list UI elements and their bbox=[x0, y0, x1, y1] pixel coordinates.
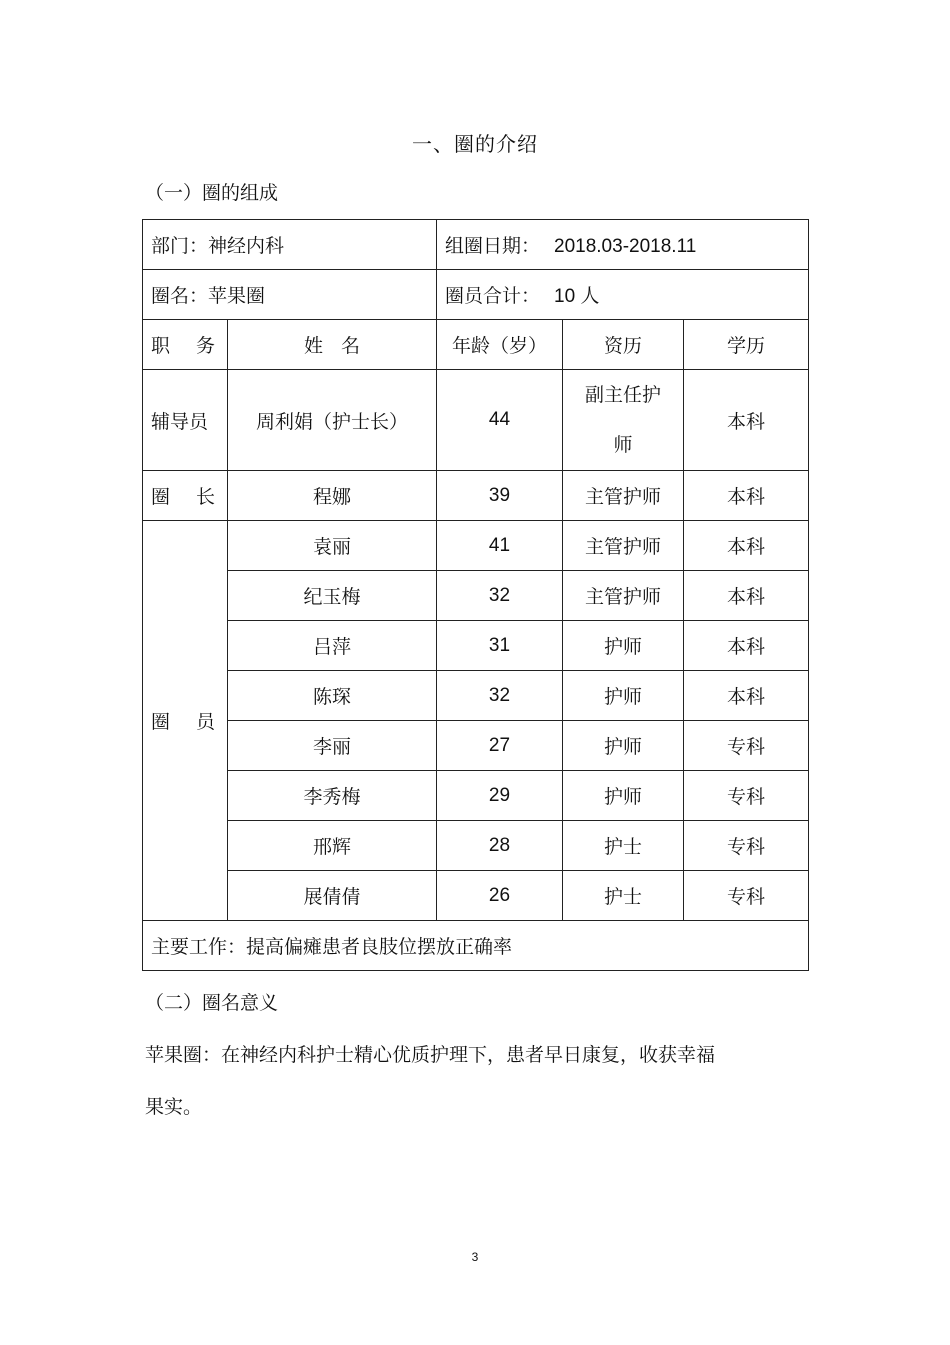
member-name: 吕萍 bbox=[228, 621, 437, 671]
member-education: 本科 bbox=[684, 521, 809, 571]
member-total-label: 圈员合计： bbox=[445, 285, 541, 307]
member-education: 本科 bbox=[684, 671, 809, 721]
leader-title: 主管护师 bbox=[563, 471, 684, 521]
member-role bbox=[143, 521, 228, 921]
member-education: 专科 bbox=[684, 821, 809, 871]
member-title: 主管护师 bbox=[563, 521, 684, 571]
date-label: 组圈日期： bbox=[445, 235, 541, 257]
member-age: 26 bbox=[437, 871, 563, 921]
member-total-cell bbox=[437, 270, 809, 320]
member-name: 展倩倩 bbox=[228, 871, 437, 921]
member-name: 陈琛 bbox=[228, 671, 437, 721]
paragraph-line-2: 果实。 bbox=[145, 1096, 203, 1118]
member-education: 专科 bbox=[684, 871, 809, 921]
department-label: 部门： bbox=[151, 235, 209, 257]
member-name: 李丽 bbox=[228, 721, 437, 771]
advisor-role: 辅导员 bbox=[143, 370, 228, 471]
member-title: 护师 bbox=[563, 671, 684, 721]
member-age: 29 bbox=[437, 771, 563, 821]
date-value: 2018.03-2018.11 bbox=[554, 236, 697, 257]
section-heading-composition: （一）圈的组成 bbox=[145, 182, 279, 204]
member-name: 纪玉梅 bbox=[228, 571, 437, 621]
table-row bbox=[143, 671, 809, 721]
advisor-title bbox=[563, 370, 684, 471]
page-number: 3 bbox=[471, 1250, 479, 1264]
member-title: 护士 bbox=[563, 871, 684, 921]
member-name: 邢辉 bbox=[228, 821, 437, 871]
main-work-cell: 主要工作：提高偏瘫患者良肢位摆放正确率 bbox=[143, 921, 809, 971]
header-role-char1: 职 bbox=[151, 335, 171, 357]
table-row bbox=[143, 571, 809, 621]
table-row bbox=[143, 871, 809, 921]
member-title: 护士 bbox=[563, 821, 684, 871]
table-header-row bbox=[143, 320, 809, 370]
department-value: 神经内科 bbox=[208, 235, 285, 257]
member-title: 护师 bbox=[563, 771, 684, 821]
page-title: 一、圈的介绍 bbox=[412, 132, 538, 156]
leader-name: 程娜 bbox=[228, 471, 437, 521]
table-row bbox=[143, 521, 809, 571]
advisor-age: 44 bbox=[437, 370, 563, 471]
circle-composition-table bbox=[142, 219, 809, 971]
header-education: 学历 bbox=[684, 320, 809, 370]
date-cell bbox=[437, 220, 809, 270]
member-education: 专科 bbox=[684, 721, 809, 771]
member-name: 袁丽 bbox=[228, 521, 437, 571]
member-education: 本科 bbox=[684, 621, 809, 671]
member-total-value: 10 人 bbox=[554, 286, 600, 307]
table-row bbox=[143, 721, 809, 771]
table-row bbox=[143, 821, 809, 871]
member-education: 本科 bbox=[684, 571, 809, 621]
table-row-advisor bbox=[143, 370, 809, 471]
member-title: 主管护师 bbox=[563, 571, 684, 621]
header-name bbox=[228, 320, 437, 370]
member-role-char1: 圈 bbox=[151, 711, 171, 733]
member-age: 32 bbox=[437, 671, 563, 721]
header-name-char1: 姓 bbox=[304, 335, 324, 357]
table-row bbox=[143, 621, 809, 671]
member-name: 李秀梅 bbox=[228, 771, 437, 821]
table-row-department bbox=[143, 220, 809, 270]
member-age: 32 bbox=[437, 571, 563, 621]
table-row bbox=[143, 771, 809, 821]
member-age: 41 bbox=[437, 521, 563, 571]
leader-role bbox=[143, 471, 228, 521]
member-title: 护师 bbox=[563, 721, 684, 771]
leader-role-char2: 长 bbox=[195, 486, 215, 508]
advisor-title-line1: 副主任护 bbox=[584, 384, 661, 406]
table-row-main-work bbox=[143, 921, 809, 971]
leader-education: 本科 bbox=[684, 471, 809, 521]
member-education: 专科 bbox=[684, 771, 809, 821]
paragraph-line-1: 苹果圈：在神经内科护士精心优质护理下，患者早日康复，收获幸福 bbox=[145, 1044, 716, 1066]
section-heading-name-meaning: （二）圈名意义 bbox=[145, 992, 279, 1014]
member-age: 31 bbox=[437, 621, 563, 671]
member-title: 护师 bbox=[563, 621, 684, 671]
header-age: 年龄（岁） bbox=[437, 320, 563, 370]
member-age: 27 bbox=[437, 721, 563, 771]
member-role-char2: 员 bbox=[195, 711, 215, 733]
advisor-title-line2: 师 bbox=[613, 434, 633, 456]
header-title: 资历 bbox=[563, 320, 684, 370]
table-row-circle-name bbox=[143, 270, 809, 320]
department-cell bbox=[143, 220, 437, 270]
advisor-education: 本科 bbox=[684, 370, 809, 471]
leader-role-char1: 圈 bbox=[151, 486, 171, 508]
table-row-leader bbox=[143, 471, 809, 521]
advisor-name: 周利娟（护士长） bbox=[228, 370, 437, 471]
header-role bbox=[143, 320, 228, 370]
header-name-char2: 名 bbox=[340, 335, 360, 357]
circle-name-cell bbox=[143, 270, 437, 320]
header-role-char2: 务 bbox=[195, 335, 215, 357]
member-age: 28 bbox=[437, 821, 563, 871]
circle-name-label: 圈名： bbox=[151, 285, 209, 307]
leader-age: 39 bbox=[437, 471, 563, 521]
circle-name-value: 苹果圈 bbox=[208, 285, 266, 307]
